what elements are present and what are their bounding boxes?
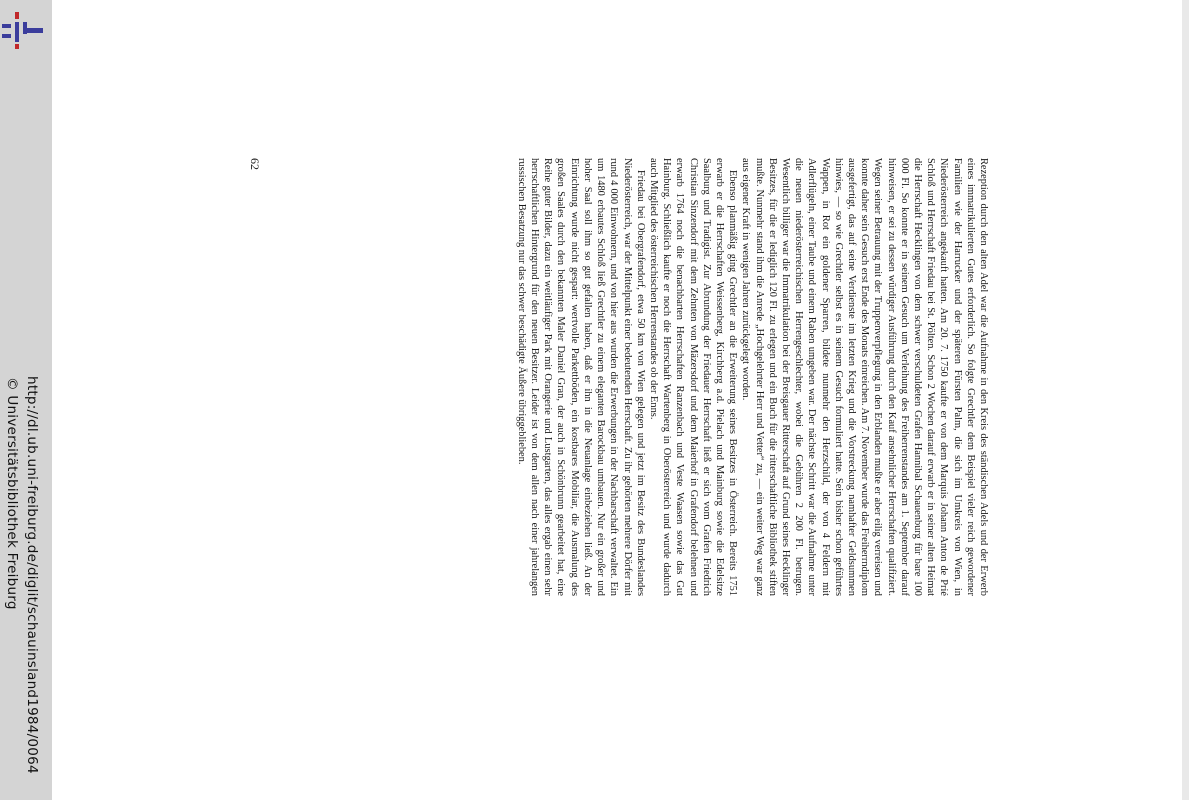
viewer-sidebar [0,0,52,800]
ub-freiburg-logo-icon [2,8,46,50]
paragraph: Rezeption durch den alten Adel war die Aufnahme in den Kreis des ständischen Adels und der Erwerb eines immatrikulierten Gutes erforderlich. So folgte Grechtler dem Beispiel vieler reich gewordener Familien wie der Harrucker und der späteren Fürsten Palm, die sich im Umkreis von Wien, in Niederösterreich angekauft hatten. Am 20. 7. 1750 kaufte er von dem Marquis Johann Anton de Prié Schloß und Herrschaft Friedau bei St. Pölten. Schon 2 Wochen darauf erwarb er in seiner alten Heimat die Herrschaft Hecklingen von dem schwer verschuldeten Grafen Hannibal Schauenburg für bare 100 000 Fl. So konnte er in seinem Gesuch um Verleihung des Freiherrenstandes am 1. September darauf hinweisen, er sei zu dessen würdiger Ausführung durch den Kauf ansehnlicher Herrschaften qualifiziert. Wegen seiner Betrauung mit der Truppenverpflegung in den Erblanden mußte er aber eilig verreisen und konnte daher sein Gesuch erst Ende des Monats einreichen. Am 7. November wurde das Freiherrndiplom ausgefertigt, das auf seine Verdienste im letzten Krieg und die Vorstreckung namhafter Geldsummen hinwies, — so wie Grechtler selbst es in seinem Gesuch formuliert hatte. Sein bisher schon geführtes Wappen, in Rot ein goldener Sparren, bildete nunmehr den Herzschild, der von 4 Feldern mit Adlerflügeln, einer Taube und einem Raben umgeben war. Der nächste Schritt war die Aufnahme unter die neuen niederösterreichischen Herrengeschlechter, wobei die Gebühren 2 200 Fl. betrugen. Wesentlich billiger war die Immatrikulation bei der Breisgauer Ritterschaft auf Grund seines Hecklinger Besitzes, für die er lediglich 120 Fl. zu erlegen und ein Buch für die ritterschaftliche Bibliothek stiften mußte. Nunmehr stand ihm die Anrede „Hochgelehrter Herr und Vetter“ zu, — ein weiter Weg war ganz aus eigener Kraft in wenigen Jahren zurückgelegt worden. [740,158,989,596]
copyright-notice: © Universitätsbibliothek Freiburg [4,377,20,610]
scrollbar[interactable] [1182,0,1189,800]
source-url[interactable]: http://dl.ub.uni-freiburg.de/diglit/schauinsland1984/0064 [24,376,40,774]
paragraph: Ebenso planmäßig ging Grechtler an die Erweiterung seines Besitzes in Österreich. Bereits 1751 erwarb er die Herrschaften Weissenberg, Kirchberg a.d. Pielach und Mainburg sowie die Edelsitze Saalburg und Tradigist. Zur Abrundung der Friedauer Herrschaft ließ er sich vom Grafen Friedrich Christian Sinzendorf mit dem Zehnten von Mäzersdorf und dem Maierhof in Grafendorf belehnen und erwarb 1764 noch die benachbarten Herrschaften Ranzenbach und Veste Waasen sowie das Gut Hainburg. Schließlich kaufte er noch die Herrschaft Wartenberg in Oberösterreich und wurde dadurch auch Mitglied des österreichischen Herrenstandes ob der Enns. [647,158,739,596]
paragraph: Friedau bei Obergrafendorf, etwa 50 km von Wien gelegen und jetzt im Besitz des Bundeslandes Niederösterreich, war der Mittelpunkt einer bedeutenden Herrschaft. Zu ihr gehörten mehrere Dörfer mit rund 4 000 Einwohnern, und von hier aus wurden die Erwerbungen in der Nachbarschaft verwaltet. Ein um 1480 erbautes Schloß ließ Grechtler zu einem eleganten Barockbau umbauen. Nur ein großer und hoher Saal soll ihm so gut gefallen haben, daß er ihn in die Neuanlage einbeziehen ließ. An der Einrichtung wurde nicht gespart: wertvolle Parkettböden, ein kostbares Mobiliar, die Ausmalung des großen Saales durch den bekannten Maler Daniel Gran, der auch in Schönbrunn gearbeitet hat, eine Reihe guter Bilder, dazu ein weitläufiger Park mit Orangerie und Lustgarten, das alles ergab einen sehr herrschaftlichen Hintergrund für den neuen Besitzer. Leider ist von dem allen nach einer jahrelangen russischen Besatzung nur das schwer beschädigte Äußere übriggeblieben. [515,158,646,596]
page-number: 62 [248,158,262,170]
rotated-body-text [515,158,990,596]
